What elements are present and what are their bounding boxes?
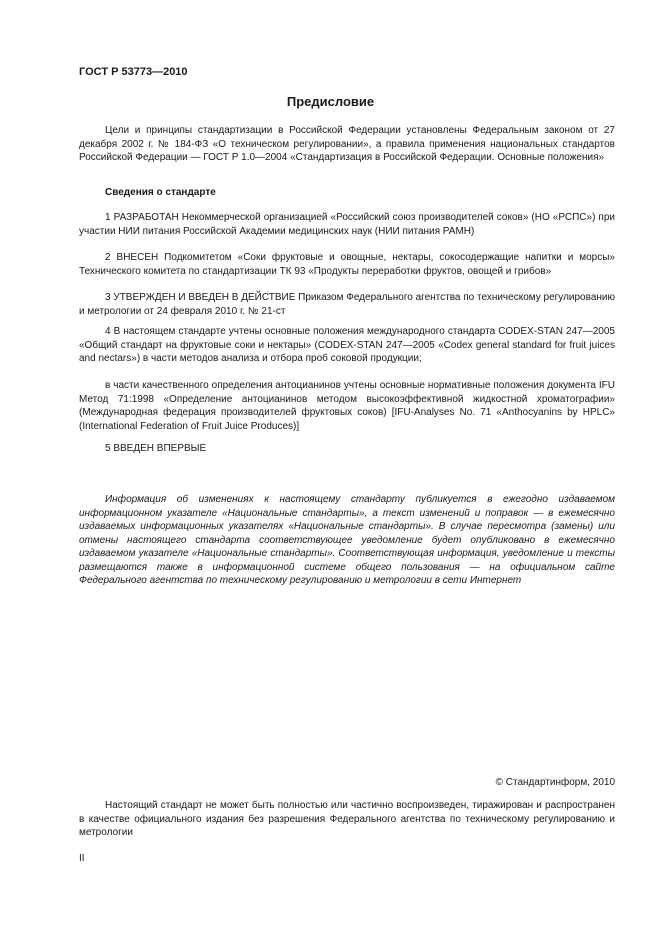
item-3-approved: 3 УТВЕРЖДЕН И ВВЕДЕН В ДЕЙСТВИЕ Приказом Федерального агентства по техническому регулированию и метрологии от 24 февраля 2010 г. № 21-ст (79, 292, 615, 317)
item-2-introduced: 2 ВНЕСЕН Подкомитетом «Соки фруктовые и овощные, нектары, сокосодержащие напитки и морсы» Технического комитета по стандартизации ТК 93 «Продукты переработки фруктов, овощей и грибов» (79, 252, 615, 277)
intro-paragraph: Цели и принципы стандартизации в Российской Федерации установлены Федеральным законом от 27 декабря 2002 г. № 184-ФЗ «О техническом регулировании», а правила применения национальных стандартов Российской Федерации — ГОСТ Р 1.0—2004 «Стандартизация в Российской Федерации. Основные положения» (79, 125, 615, 163)
page-number: II (79, 853, 85, 864)
page-title: Предисловие (286, 94, 375, 109)
amendment-notice: Информация об изменениях к настоящему стандарту публикуется в ежегодно издаваемом информационном указателе «Национальные стандарты», а текст изменений и поправок — в ежемесячно издаваемых информационных указателях «Национальные стандарты». В случае пересмотра (замены) или отмены настоящего стандарта соответствующее уведомление будет опубликовано в ежемесячно издаваемом указателе «Национальные стандарты». Соответствующая информация, уведомление и тексты размещаются также в информационной системе общего пользования — на официальном сайте Федерального агентства по техническому регулированию и метрологии в сети Интернет (79, 494, 615, 586)
section-heading: Сведения о стандарте (105, 187, 216, 198)
copyright: © Стандартинформ, 2010 (495, 777, 615, 788)
item-4-codex: 4 В настоящем стандарте учтены основные положения международного стандарта CODEX-STAN 247—2005 «Общий стандарт на фруктовые соки и нектары» (CODEX-STAN 247—2005 «Codex general standard for fruit juices and nectars») в части методов анализа и отбора проб соковой продукции; (79, 326, 615, 364)
reproduction-notice: Настоящий стандарт не может быть полностью или частично воспроизведен, тиражирован и распространен в качестве официального издания без разрешения Федерального агентства по техническому регулированию и метрологии (79, 800, 615, 838)
standard-header: ГОСТ Р 53773—2010 (79, 66, 188, 78)
item-5-first-introduced: 5 ВВЕДЕН ВПЕРВЫЕ (105, 443, 207, 454)
item-1-developed: 1 РАЗРАБОТАН Некоммерческой организацией «Российский союз производителей соков» (НО «РСПС») при участии НИИ питания Российской Академии медицинских наук (НИИ питания РАМН) (79, 212, 615, 237)
item-4-ifu: в части качественного определения антоцианинов учтены основные нормативные положения документа IFU Метод 71:1998 «Определение антоцианинов методом высокоэффективной жидкостной хроматографии» (Международная федерация производителей фруктовых соков) [IFU-Analyses No. 71 «Anthocyanins by HPLC» (International Federation of Fruit Juice Produces)] (79, 380, 615, 432)
